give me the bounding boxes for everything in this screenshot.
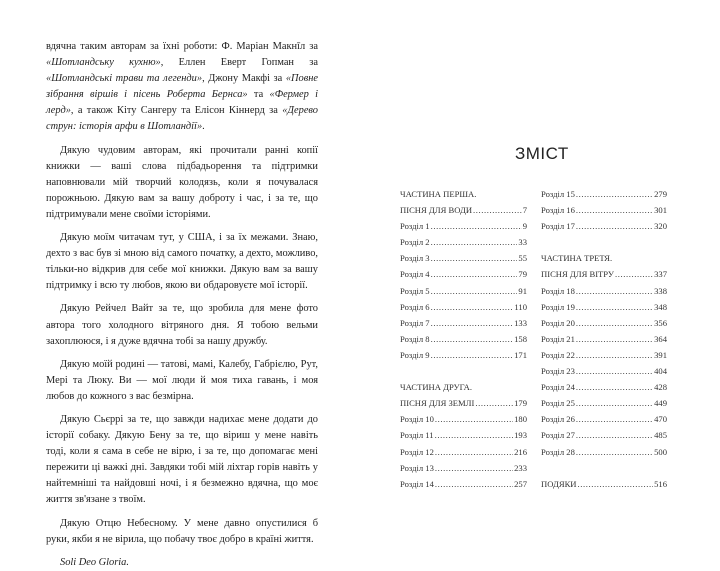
toc-entry-page: 301 xyxy=(654,205,667,216)
toc-entry-label: Розділ 26 xyxy=(541,414,575,425)
toc-entry xyxy=(541,427,667,443)
toc-entry-page: 7 xyxy=(522,205,527,216)
book-title: «Фермер і лерд» xyxy=(46,89,318,117)
book-title: «Шотландську кухню» xyxy=(46,57,161,69)
toc-entry-page: 485 xyxy=(654,430,667,441)
toc-leader-dots xyxy=(576,411,653,427)
toc-entry-label: Розділ 22 xyxy=(541,349,575,360)
toc-leader-dots xyxy=(578,476,654,492)
toc-entry-page: 404 xyxy=(654,366,667,377)
toc-leader-dots xyxy=(435,476,513,492)
toc-entry-label: Розділ 21 xyxy=(541,333,575,344)
toc-entry-label: Розділ 4 xyxy=(400,269,430,280)
toc-entry-label: Розділ 23 xyxy=(541,366,575,377)
toc-entry-page: 133 xyxy=(514,317,527,328)
toc-leader-dots xyxy=(431,331,514,347)
toc-entry-page: 158 xyxy=(514,333,527,344)
toc-entry-label: Розділ 11 xyxy=(400,430,434,441)
toc-entry xyxy=(400,283,527,299)
text-segment: та xyxy=(247,89,270,101)
toc-entry xyxy=(400,331,527,347)
toc-entry-page: 33 xyxy=(518,237,527,248)
toc-entry xyxy=(400,379,527,395)
toc-entry-page: 257 xyxy=(514,478,527,489)
toc-title: ЗМІСТ xyxy=(515,144,569,163)
toc-entry-page: 216 xyxy=(514,446,527,457)
toc-leader-dots xyxy=(576,202,653,218)
paragraph-faith: Дякую Отцю Небесному. У мене давно опустилися б руки, якби я не вірила, що побачу твоє добро в країні життя. xyxy=(46,517,318,545)
toc-entry-page: 9 xyxy=(522,221,527,232)
toc-leader-dots xyxy=(576,395,653,411)
motto-text: Soli Deo Gloria. xyxy=(60,556,129,568)
toc-entry xyxy=(541,411,667,427)
toc-leader-dots xyxy=(431,266,518,282)
toc-entry xyxy=(541,266,667,282)
toc-entry-label: Розділ 13 xyxy=(400,462,434,473)
toc-entry-page: 55 xyxy=(518,253,527,264)
toc-entry-page: 180 xyxy=(514,414,527,425)
toc-entry xyxy=(541,395,667,411)
toc-entry-label: ПІСНЯ ДЛЯ ВІТРУ xyxy=(541,269,614,280)
toc-entry-label: Розділ 14 xyxy=(400,478,434,489)
toc-leader-dots xyxy=(576,283,653,299)
toc-leader-dots xyxy=(576,427,653,443)
toc-entry-page: 449 xyxy=(654,398,667,409)
toc-entry-label: Розділ 6 xyxy=(400,301,430,312)
toc-entry-label: Розділ 5 xyxy=(400,285,430,296)
toc-entry-page: 110 xyxy=(514,301,527,312)
toc-leader-dots xyxy=(576,347,653,363)
toc-leader-dots xyxy=(435,411,513,427)
toc-leader-dots xyxy=(431,250,518,266)
toc-entry-label: Розділ 15 xyxy=(541,189,575,199)
toc-entry-page: 337 xyxy=(654,269,667,280)
book-title: «Дерево струн: історія арфи в Шотландії» xyxy=(46,105,318,133)
toc-entry xyxy=(400,234,527,250)
toc-entry-page: 500 xyxy=(654,446,667,457)
paragraph-readers: Дякую моїм читачам тут, у США, і за їх межами. Знаю, дехто з вас був зі мною від самого початку, а дехто, можливо, тільки-но відкрив для себе мої книжки. Дякую вам за вашу підтримку і всю ту любов, якою ви обдаровуєте мої історії. xyxy=(46,232,318,292)
toc-entry-page: 279 xyxy=(654,189,667,199)
toc-leader-dots xyxy=(431,315,514,331)
toc-leader-dots xyxy=(576,186,653,202)
toc-entry xyxy=(400,218,527,234)
toc-entry-page: 516 xyxy=(654,478,667,489)
toc-entry-label: Розділ 12 xyxy=(400,446,434,457)
toc-entry-label: Розділ 7 xyxy=(400,317,430,328)
toc-column-right xyxy=(541,186,667,492)
toc-entry xyxy=(400,460,527,476)
toc-entry-page: 193 xyxy=(514,430,527,441)
toc-entry xyxy=(400,299,527,315)
toc-leader-dots xyxy=(431,283,518,299)
toc-entry-page: 320 xyxy=(654,221,667,232)
toc-entry xyxy=(541,379,667,395)
toc-entry-label: Розділ 1 xyxy=(400,221,430,232)
toc-entry xyxy=(541,283,667,299)
text-segment: , Еллен Еверт Гопман за xyxy=(160,57,318,69)
toc-entry xyxy=(541,363,667,379)
toc-entry-label: ПОДЯКИ xyxy=(541,478,577,489)
toc-leader-dots xyxy=(431,299,514,315)
toc-entry xyxy=(400,266,527,282)
toc-entry xyxy=(400,202,527,218)
toc-entry xyxy=(541,299,667,315)
toc-entry-label: Розділ 2 xyxy=(400,237,430,248)
toc-entry-label: Розділ 9 xyxy=(400,349,430,360)
toc-entry-page: 91 xyxy=(518,285,527,296)
toc-entry xyxy=(541,347,667,363)
toc-entry-label: ПІСНЯ ДЛЯ ВОДИ xyxy=(400,205,473,216)
toc-leader-dots xyxy=(431,218,522,234)
acknowledgments-text xyxy=(46,39,318,571)
toc-entry-page: 338 xyxy=(654,285,667,296)
paragraph-intro xyxy=(46,39,318,136)
paragraph-authors: Дякую чудовим авторам, які прочитали ранні копії книжки — ваші слова підбадьорення та підтримки наповнювали мій творчий колодязь, коли я почувалася порожньою. Дякую вам за вашу доброту і час, і за те, що підтримували мене своїми історіями. xyxy=(46,144,318,220)
toc-leader-dots xyxy=(576,218,653,234)
toc-entry xyxy=(541,250,667,266)
paragraph-motto xyxy=(46,555,318,571)
toc-entry xyxy=(400,315,527,331)
toc-entry xyxy=(541,218,667,234)
toc-spacer xyxy=(541,460,667,476)
toc-entry-label: ЧАСТИНА ПЕРША. xyxy=(400,189,477,199)
toc-entry-label: Розділ 3 xyxy=(400,253,430,264)
toc-entry-page: 233 xyxy=(514,462,527,473)
toc-spacer xyxy=(400,363,527,379)
toc-leader-dots xyxy=(576,299,653,315)
text-segment: вдячна таким авторам за їхні роботи: Ф. Маріан Макнīл за xyxy=(46,41,318,52)
toc-entry-page: 348 xyxy=(654,301,667,312)
text-segment: , а також Кіту Сангеру та Елісон Кіннерд за xyxy=(70,105,283,117)
toc-entry-page: 391 xyxy=(654,349,667,360)
toc-leader-dots xyxy=(431,347,514,363)
toc-entry xyxy=(400,444,527,460)
text-segment: , Джону Макфі за xyxy=(202,73,286,85)
toc-entry xyxy=(400,411,527,427)
toc-entry-label: Розділ 24 xyxy=(541,382,575,393)
toc-entry xyxy=(541,202,667,218)
toc-entry xyxy=(400,476,527,492)
toc-entry-label: Розділ 25 xyxy=(541,398,575,409)
toc-entry-page: 79 xyxy=(518,269,527,280)
toc-entry-label: Розділ 18 xyxy=(541,285,575,296)
toc-leader-dots xyxy=(435,444,513,460)
toc-entry-label: Розділ 17 xyxy=(541,221,575,232)
paragraph-photographer: Дякую Рейчел Вайт за те, що зробила для мене фото автора того холодного вітряного дня. Я тобою вельми захоплююся, і я дуже вдячна тобі за нашу дружбу. xyxy=(46,303,318,347)
toc-entry-page: 428 xyxy=(654,382,667,393)
toc-entry-page: 179 xyxy=(514,398,527,409)
toc-entry-page: 171 xyxy=(514,349,527,360)
toc-leader-dots xyxy=(576,444,653,460)
toc-entry xyxy=(541,315,667,331)
toc-leader-dots xyxy=(576,363,653,379)
book-title: «Повне зібрання віршів і пісень Роберта Бернса» xyxy=(46,73,318,101)
toc-entry-label: Розділ 28 xyxy=(541,446,575,457)
toc-entry-label: ЧАСТИНА ТРЕТЯ. xyxy=(541,253,613,264)
toc-entry-label: Розділ 27 xyxy=(541,430,575,441)
toc-entry-label: Розділ 10 xyxy=(400,414,434,425)
toc-entry xyxy=(400,250,527,266)
toc-entry-label: ПІСНЯ ДЛЯ ЗЕМЛІ xyxy=(400,398,475,409)
toc-entry xyxy=(400,186,527,202)
paragraph-family: Дякую моїй родині — татові, мамі, Калебу, Габрієлю, Рут, Мері та Люку. Ви — мої люди й моя тиха гавань, і моя любов до кожного з вас безмірна. xyxy=(46,358,318,402)
book-title: «Шотландські трави та легенди» xyxy=(46,73,203,85)
toc-leader-dots xyxy=(473,202,522,218)
text-segment: . xyxy=(202,121,205,133)
toc-leader-dots xyxy=(576,331,653,347)
toc-entry xyxy=(541,444,667,460)
toc-leader-dots xyxy=(576,315,653,331)
toc-leader-dots xyxy=(435,427,514,443)
toc-column-left xyxy=(400,186,527,492)
toc-entry-label: ЧАСТИНА ДРУГА. xyxy=(400,382,473,393)
toc-spacer xyxy=(541,234,667,250)
toc-entry xyxy=(541,331,667,347)
toc-leader-dots xyxy=(576,379,653,395)
toc-entry-label: Розділ 19 xyxy=(541,301,575,312)
toc-entry-label: Розділ 20 xyxy=(541,317,575,328)
toc-entry xyxy=(400,347,527,363)
toc-entry xyxy=(541,186,667,202)
toc-entry-page: 356 xyxy=(654,317,667,328)
toc-leader-dots xyxy=(475,395,513,411)
toc-leader-dots xyxy=(431,234,518,250)
toc-entry-page: 364 xyxy=(654,333,667,344)
toc-entry xyxy=(541,476,667,492)
toc-entry-page: 470 xyxy=(654,414,667,425)
toc-entry xyxy=(400,427,527,443)
paragraph-friends: Дякую Сьєррі за те, що завжди надихає мене додати до історії собаку. Дякую Бену за те, що віриш у мене навіть тоді, коли я сама в себе не вірю, і за те, що допомагає мені пережити ці важкі дні. Завдяки тобі мій ліхтар горів навіть у найтемніші та найдовші ночі, і я безмежно вдячна, що моє життя зв'язане з твоїм. xyxy=(46,413,318,506)
toc-leader-dots xyxy=(435,460,513,476)
toc-entry-label: Розділ 8 xyxy=(400,333,430,344)
toc-leader-dots xyxy=(615,266,653,282)
toc-entry-label: Розділ 16 xyxy=(541,205,575,216)
toc-entry xyxy=(400,395,527,411)
